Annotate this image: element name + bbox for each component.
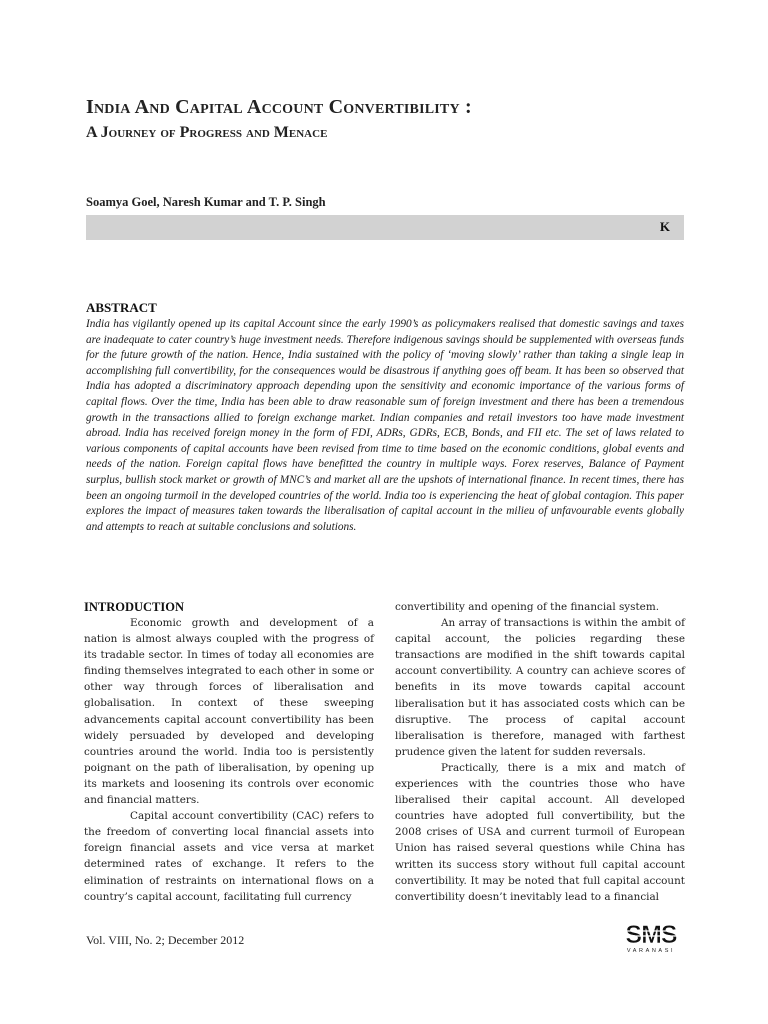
author-list: Soamya Goel, Naresh Kumar and T. P. Singh	[86, 195, 326, 209]
sms-logo	[618, 922, 684, 954]
right-column	[395, 599, 685, 905]
logo-text: SMS	[625, 922, 677, 949]
issue-footer: Vol. VIII, No. 2; December 2012	[86, 933, 245, 947]
intro-paragraph-4: An array of transactions is within the ambit of capital account, the policies regarding these transactions are modified in the shift towards capital account convertibility. A country can achieve scores of benefits in its move towards capital account liberalisation but it has associated costs which can be disruptive. The process of capital account liberalisation is therefore, managed with farthest prudence given the latent for sudden reversals.	[395, 617, 685, 758]
logo-subtext: VARANASI	[626, 948, 676, 954]
header-band	[86, 215, 684, 240]
paper-title: India And Capital Account Convertibility :	[86, 96, 472, 118]
intro-paragraph-5: Practically, there is a mix and match of experiences with the countries those who have liberalised their capital account. All developed countries have adopted full convertibility, but the 2008 crises of USA and current turmoil of European Union has raised several questions while China has written its success story without full capital account convertibility. It may be noted that full capital account convertibility doesn’t inevitably lead to a financial	[395, 761, 685, 903]
abstract-heading: ABSTRACT	[86, 300, 157, 315]
paper-subtitle: A Journey of Progress and Menace	[86, 124, 328, 141]
left-column	[84, 599, 374, 905]
intro-paragraph-3: convertibility and opening of the financial system.	[395, 601, 659, 613]
abstract-text: India has vigilantly opened up its capital Account since the early 1990’s as policymakers realised that domestic savings and taxes are inadequate to cater country’s huge investment needs. Therefore indigenous savings should be supplemented with overseas funds for the future growth of the nation. Hence, India sustained with the policy of ‘moving slowly’ rather than taking a single leap in accomplishing full convertibility, for the consequences would be disastrous if anything goes off beam. It has been so observed that India has adopted a discriminatory approach depending upon the sensitivity and economic importance of the various forms of capital flows. Over the time, India has been able to draw reasonable sum of foreign investment and there has been a tremendous growth in the transactions allied to foreign exchange market. Indian companies and retail investors too have made investment abroad. India has received foreign money in the form of FDI, ADRs, GDRs, ECB, Bonds, and FII etc. The set of laws related to various components of capital accounts have been revised from time to time based on the economic conditions, global events and needs of the nation. Foreign capital flows have benefitted the country in multiple ways. Forex reserves, Balance of Payment surplus, bullish stock market or growth of MNC’s and market all are the upshots of international finance. In recent times, there has been an ongoing turmoil in the developed countries of the world. India too is experiencing the heat of global contagion. This paper explores the impact of measures taken towards the liberalisation of capital account in the milieu of unfavourable events globally and attempts to reach at suitable conclusions and solutions.	[86, 318, 684, 533]
introduction-heading: INTRODUCTION	[84, 600, 185, 614]
intro-paragraph-2: Capital account convertibility (CAC) refers to the freedom of converting local financial assets into foreign financial assets and vice versa at market determined rates of exchange. It refers to the elimination of restraints on international flows on a country’s capital account, facilitating full currency	[84, 810, 374, 903]
band-key: K	[659, 219, 670, 234]
intro-paragraph-1: Economic growth and development of a nation is almost always coupled with the progress of its tradable sector. In times of today all economies are finding themselves integrated to each other in some or other way through forces of liberalisation and globalisation. In context of these sweeping advancements capital account convertibility has been widely persuaded by developed and developing countries around the world. India too is persistently poignant on the path of liberalisation, by opening up its markets and loosening its controls over economic and financial matters.	[84, 617, 374, 807]
